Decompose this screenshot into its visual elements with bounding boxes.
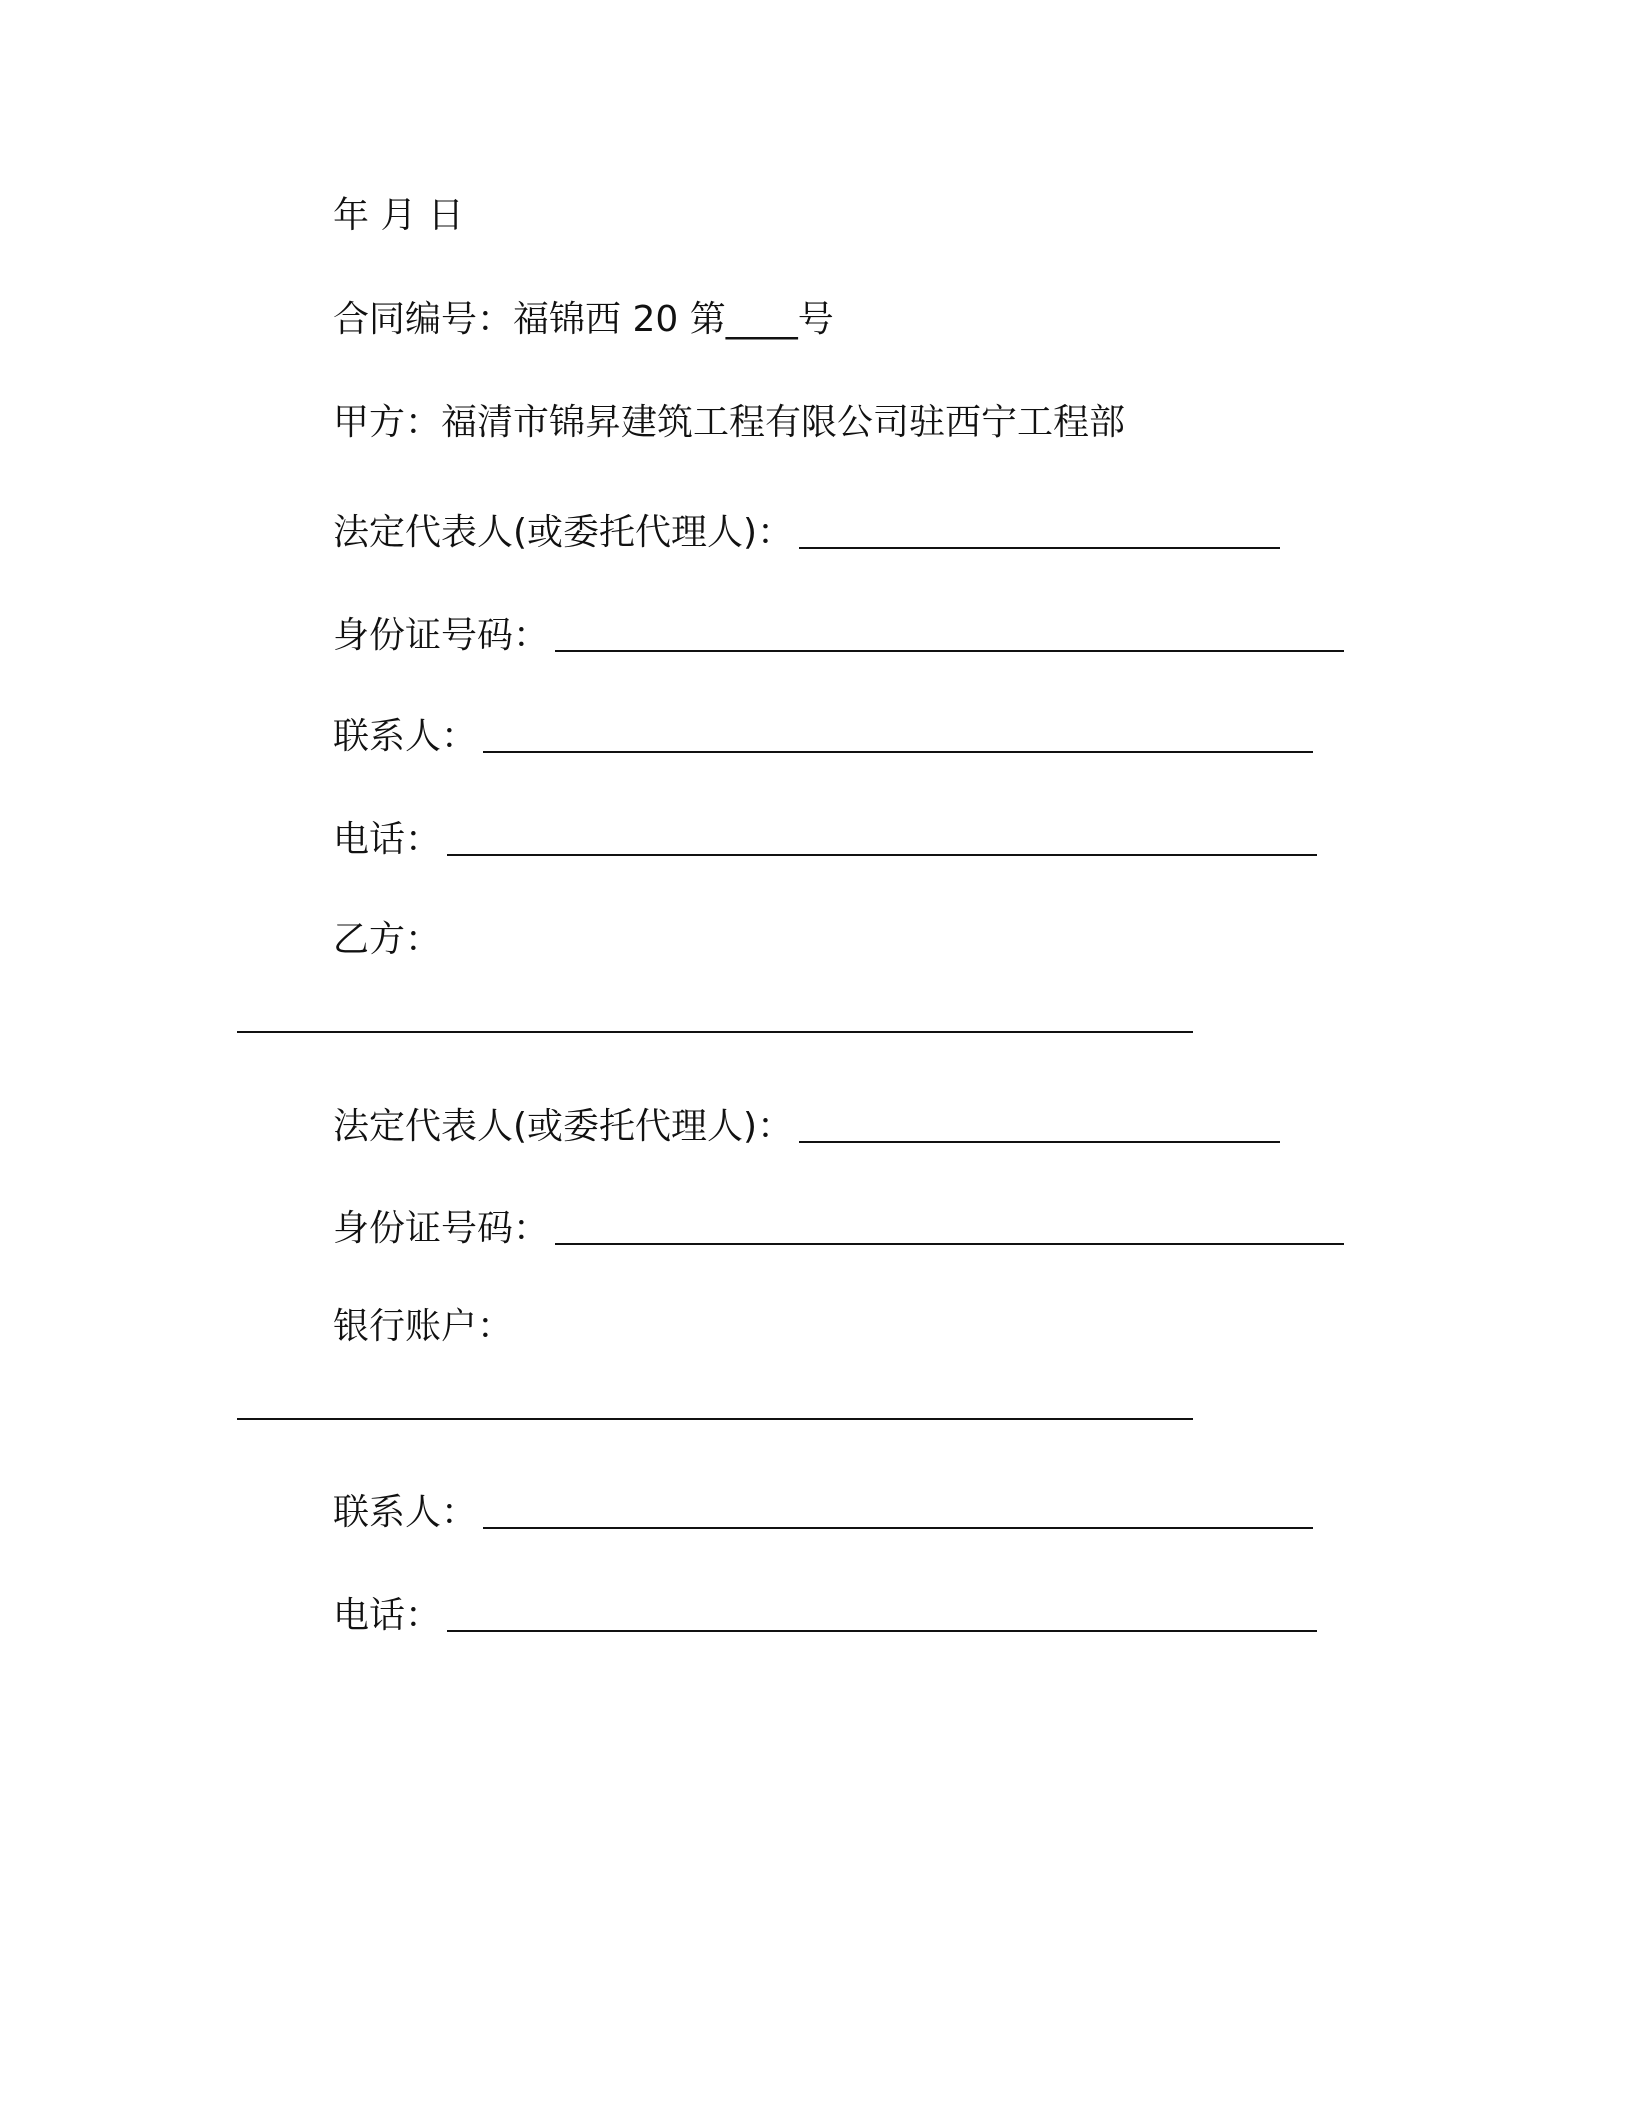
party-a-phone-blank xyxy=(447,824,1317,856)
party-a-legal-rep-label: 法定代表人(或委托代理人)： xyxy=(333,512,794,553)
party-a-phone-label: 电话： xyxy=(333,819,442,860)
party-b-phone-row xyxy=(333,1592,1317,1640)
party-a-contact-label: 联系人： xyxy=(333,716,478,757)
party-b-contact-row xyxy=(333,1489,1313,1537)
party-b-name-blank xyxy=(237,1031,1193,1033)
party-b-legal-rep-row xyxy=(333,1103,1280,1151)
party-b-id-label: 身份证号码： xyxy=(333,1208,550,1249)
party-a-name: 甲方：福清市锦昇建筑工程有限公司驻西宁工程部 xyxy=(333,402,1126,443)
party-a-id-blank xyxy=(555,620,1344,652)
party-a-phone-row xyxy=(333,816,1317,864)
party-a-contact-row xyxy=(333,713,1313,761)
party-a-contact-blank xyxy=(483,721,1313,753)
date-line: 年 月 日 xyxy=(333,195,464,236)
party-b-legal-rep-blank xyxy=(799,1111,1280,1143)
party-b-legal-rep-label: 法定代表人(或委托代理人)： xyxy=(333,1106,794,1147)
party-a-legal-rep-blank xyxy=(799,517,1280,549)
party-b-label: 乙方： xyxy=(333,919,442,960)
party-a-id-row xyxy=(333,612,1344,660)
party-b-contact-label: 联系人： xyxy=(333,1492,478,1533)
party-b-phone-blank xyxy=(447,1600,1317,1632)
party-b-id-blank xyxy=(555,1213,1344,1245)
contract-number: 合同编号：福锦西 20 第____号 xyxy=(333,299,834,340)
party-b-phone-label: 电话： xyxy=(333,1595,442,1636)
party-a-legal-rep-row xyxy=(333,509,1280,557)
party-a-id-label: 身份证号码： xyxy=(333,615,550,656)
party-b-bank-account-blank xyxy=(237,1418,1193,1420)
party-b-id-row xyxy=(333,1205,1344,1253)
party-b-contact-blank xyxy=(483,1497,1313,1529)
party-b-bank-account-label: 银行账户： xyxy=(333,1306,514,1347)
